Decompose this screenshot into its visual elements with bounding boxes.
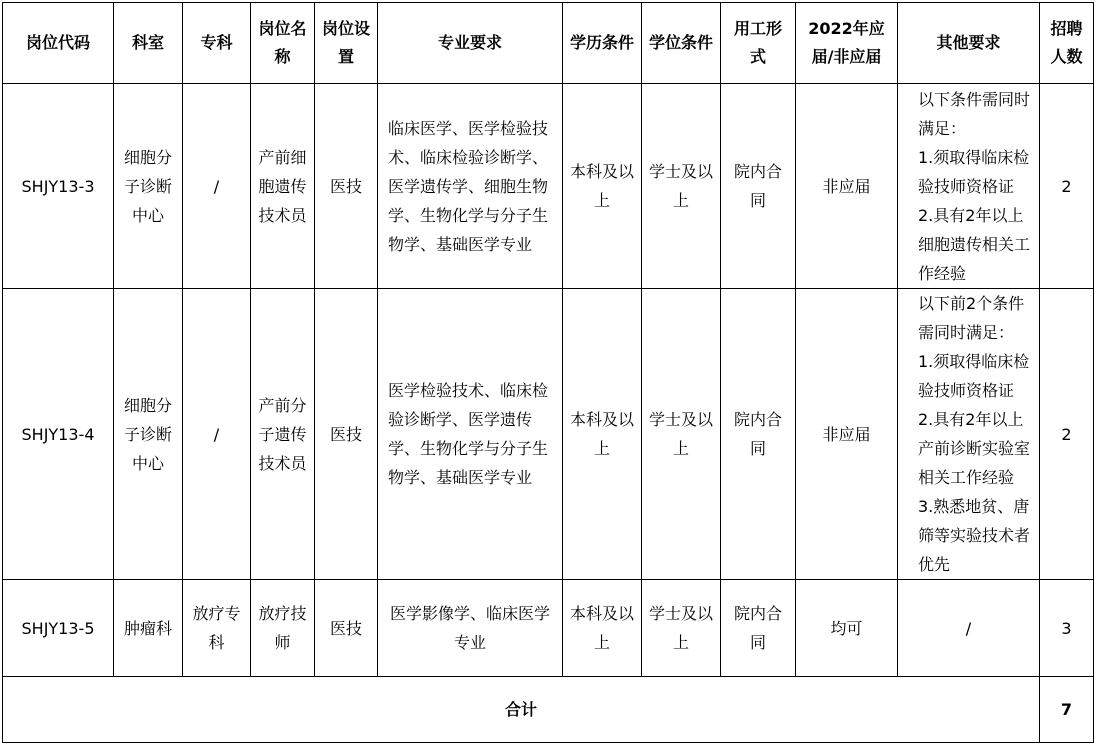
cell-position: 产前细胞遗传技术员 (251, 84, 315, 289)
total-row (3, 677, 1094, 743)
header-degree: 学位条件 (642, 3, 721, 84)
cell-position: 放疗技师 (251, 580, 315, 677)
cell-other (898, 289, 1040, 580)
cell-specialty: / (183, 289, 251, 580)
cell-graduate: 非应届 (796, 289, 898, 580)
cell-code: SHJY13-4 (3, 289, 114, 580)
cell-setting: 医技 (315, 289, 378, 580)
header-setting: 岗位设置 (315, 3, 378, 84)
cell-line: 以下前2个条件需同时满足： (918, 294, 1025, 342)
header-specialty: 专科 (183, 3, 251, 84)
cell-line: 2.具有2年以上产前诊断实验室相关工作经验 (918, 410, 1031, 487)
cell-other (898, 84, 1040, 289)
header-education: 学历条件 (563, 3, 642, 84)
cell-count: 2 (1040, 84, 1094, 289)
cell-employment: 院内合同 (721, 289, 796, 580)
cell-education: 本科及以上 (563, 289, 642, 580)
header-graduate: 2022年应届/非应届 (796, 3, 898, 84)
header-count: 招聘人数 (1040, 3, 1094, 84)
cell-dept: 细胞分子诊断中心 (114, 84, 183, 289)
cell-specialty: 放疗专科 (183, 580, 251, 677)
cell-major: 医学检验技术、临床检验诊断学、医学遗传学、生物化学与分子生物学、基础医学专业 (378, 289, 563, 580)
cell-education: 本科及以上 (563, 580, 642, 677)
header-employment: 用工形式 (721, 3, 796, 84)
cell-line: 3.熟悉地贫、唐筛等实验技术者优先 (918, 497, 1031, 574)
cell-degree: 学士及以上 (642, 84, 721, 289)
cell-code: SHJY13-5 (3, 580, 114, 677)
cell-graduate: 非应届 (796, 84, 898, 289)
cell-employment: 院内合同 (721, 580, 796, 677)
cell-line: 2.具有2年以上细胞遗传相关工作经验 (918, 205, 1031, 283)
table-row (3, 580, 1094, 677)
total-label: 合计 (3, 677, 1040, 743)
total-value: 7 (1040, 677, 1094, 743)
cell-education: 本科及以上 (563, 84, 642, 289)
cell-count: 2 (1040, 289, 1094, 580)
cell-major: 医学影像学、临床医学专业 (378, 580, 563, 677)
cell-position: 产前分子遗传技术员 (251, 289, 315, 580)
header-row (3, 3, 1094, 84)
table-row (3, 289, 1094, 580)
cell-setting: 医技 (315, 580, 378, 677)
cell-line: 1.须取得临床检验技师资格证 (918, 147, 1030, 196)
header-other: 其他要求 (898, 3, 1040, 84)
cell-dept: 肿瘤科 (114, 580, 183, 677)
cell-graduate: 均可 (796, 580, 898, 677)
table-row (3, 84, 1094, 289)
cell-count: 3 (1040, 580, 1094, 677)
cell-line: / (965, 618, 972, 638)
cell-degree: 学士及以上 (642, 289, 721, 580)
cell-employment: 院内合同 (721, 84, 796, 289)
cell-degree: 学士及以上 (642, 580, 721, 677)
cell-line: 以下条件需同时满足： (918, 89, 1031, 138)
header-major: 专业要求 (378, 3, 563, 84)
cell-code: SHJY13-3 (3, 84, 114, 289)
header-dept: 科室 (114, 3, 183, 84)
header-position: 岗位名称 (251, 3, 315, 84)
header-code: 岗位代码 (3, 3, 114, 84)
cell-line: 1.须取得临床检验技师资格证 (918, 352, 1030, 400)
cell-dept: 细胞分子诊断中心 (114, 289, 183, 580)
cell-setting: 医技 (315, 84, 378, 289)
recruitment-table (2, 2, 1094, 743)
cell-specialty: / (183, 84, 251, 289)
cell-other (898, 580, 1040, 677)
cell-major: 临床医学、医学检验技术、临床检验诊断学、医学遗传学、细胞生物学、生物化学与分子生物学、基础医学专业 (378, 84, 563, 289)
